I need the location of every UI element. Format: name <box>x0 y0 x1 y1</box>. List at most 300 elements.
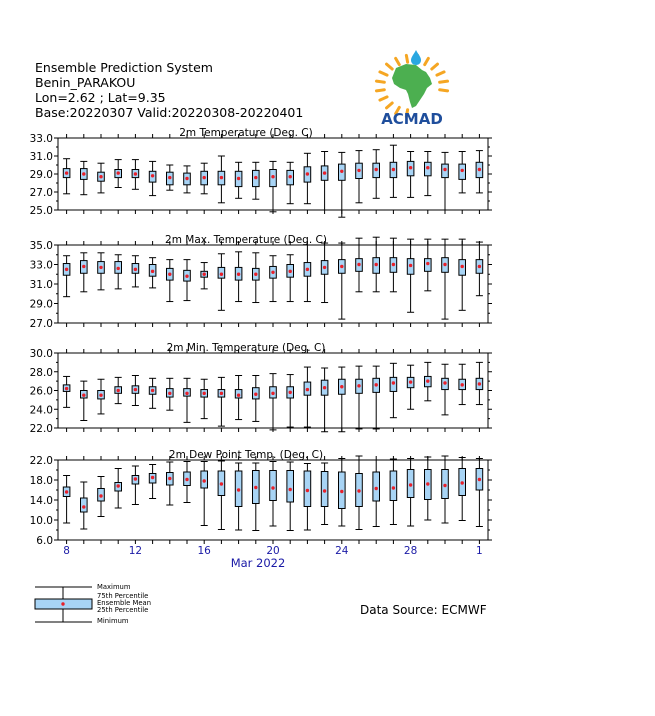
mean-dot <box>461 169 464 172</box>
iqr-box <box>304 167 311 182</box>
mean-dot <box>117 484 120 487</box>
mean-dot <box>306 489 309 492</box>
iqr-box <box>81 261 88 274</box>
iqr-box <box>218 171 225 185</box>
x-tick-label: 1 <box>476 545 483 557</box>
mean-dot <box>306 268 309 271</box>
iqr-box <box>390 162 397 177</box>
mean-dot <box>478 168 481 171</box>
box-day-22 <box>304 367 311 427</box>
mean-dot <box>134 388 137 391</box>
box-day-20 <box>270 161 277 211</box>
iqr-box <box>167 473 174 486</box>
box-day-17 <box>218 377 225 426</box>
y-tick-label: 6.0 <box>36 535 53 547</box>
y-tick-label: 27.0 <box>29 187 53 199</box>
iqr-box <box>235 390 242 398</box>
legend-label-minimum: Minimum <box>97 617 129 625</box>
mean-dot <box>306 388 309 391</box>
x-tick-label: 24 <box>335 545 349 557</box>
iqr-box <box>132 170 139 178</box>
box-day-26 <box>373 237 380 292</box>
box-day-25 <box>356 151 363 203</box>
legend-label-25th: 25th Percentile <box>97 606 149 614</box>
iqr-box <box>339 472 346 509</box>
iqr-box <box>407 470 414 498</box>
mean-dot <box>134 477 137 480</box>
y-tick-label: 33.0 <box>29 259 53 272</box>
y-tick-label: 35.0 <box>29 240 53 252</box>
box-day-30 <box>442 152 449 210</box>
mean-dot <box>357 384 360 387</box>
box-day-14 <box>166 462 173 505</box>
mean-dot <box>443 168 446 171</box>
mean-dot <box>478 265 481 268</box>
iqr-box <box>287 170 294 184</box>
box-day-23 <box>321 368 328 432</box>
iqr-box <box>407 161 414 175</box>
box-day-29 <box>424 152 431 196</box>
iqr-box <box>115 262 122 274</box>
mean-dot <box>271 271 274 274</box>
mean-dot <box>168 273 171 276</box>
mean-dot <box>65 171 68 174</box>
box-day-21 <box>287 255 294 302</box>
iqr-box <box>98 489 105 502</box>
box-day-18 <box>235 162 242 198</box>
mean-dot <box>117 171 120 174</box>
mean-dot <box>478 478 481 481</box>
box-day-18 <box>235 252 242 302</box>
data-source: Data Source: ECMWF <box>360 603 487 617</box>
mean-dot <box>426 166 429 169</box>
iqr-box <box>184 472 191 486</box>
iqr-box <box>115 483 122 492</box>
mean-dot <box>323 266 326 269</box>
iqr-box <box>218 267 225 278</box>
iqr-box <box>476 469 483 491</box>
box-day-19 <box>252 463 259 531</box>
box-day-19 <box>252 376 259 422</box>
legend <box>35 583 151 625</box>
mean-dot <box>237 488 240 491</box>
mean-dot <box>65 490 68 493</box>
iqr-box <box>339 164 346 180</box>
chart-title: 2m Dew Point Temp. (Deg. C) <box>168 449 324 461</box>
iqr-box <box>167 389 174 397</box>
x-tick-label: 20 <box>266 545 280 557</box>
mean-dot <box>271 175 274 178</box>
mean-dot <box>220 392 223 395</box>
box-day-9 <box>80 381 87 420</box>
mean-dot <box>426 379 429 382</box>
box-day-15 <box>184 260 191 301</box>
mean-dot <box>392 381 395 384</box>
iqr-box <box>218 390 225 398</box>
iqr-box <box>63 385 70 392</box>
iqr-box <box>149 387 156 395</box>
box-day-29 <box>424 457 431 520</box>
iqr-box <box>184 270 191 281</box>
iqr-box <box>149 474 156 484</box>
mean-dot <box>409 483 412 486</box>
iqr-box <box>321 166 328 180</box>
iqr-box <box>425 162 432 176</box>
iqr-box <box>476 162 483 177</box>
box-day-12 <box>132 376 139 406</box>
box-day-24 <box>338 459 345 527</box>
box-day-23 <box>321 152 328 211</box>
iqr-box <box>425 376 432 386</box>
iqr-box <box>63 169 70 178</box>
mean-dot <box>237 273 240 276</box>
iqr-box <box>442 258 449 273</box>
y-tick-label: 30.0 <box>29 348 53 360</box>
y-tick-label: 10.0 <box>29 515 53 527</box>
iqr-box <box>270 266 277 278</box>
iqr-box <box>459 469 466 496</box>
box-day-25 <box>356 366 363 429</box>
mean-dot <box>409 380 412 383</box>
mean-dot <box>392 263 395 266</box>
header-station: Benin_PARAKOU <box>35 75 136 90</box>
box-day-1 <box>476 459 483 527</box>
mean-dot <box>461 383 464 386</box>
iqr-box <box>356 379 363 393</box>
iqr-box <box>304 382 311 395</box>
iqr-box <box>390 258 397 273</box>
mean-dot <box>340 170 343 173</box>
iqr-box <box>442 164 449 178</box>
iqr-box <box>98 391 105 399</box>
box-day-11 <box>115 377 122 403</box>
mean-dot <box>254 176 257 179</box>
iqr-box <box>235 267 242 280</box>
chart-title: 2m Max. Temperature (Deg. C) <box>165 234 327 246</box>
header-dates: Base:20220307 Valid:20220308-20220401 <box>35 105 304 120</box>
box-day-31 <box>459 239 466 310</box>
box-day-23 <box>321 243 328 302</box>
iqr-box <box>373 163 380 177</box>
mean-dot <box>220 273 223 276</box>
iqr-box <box>459 260 466 276</box>
mean-dot <box>357 263 360 266</box>
box-day-21 <box>287 375 294 428</box>
box-day-16 <box>201 462 208 526</box>
chart-title: 2m Temperature (Deg. C) <box>179 127 313 139</box>
y-tick-label: 26.0 <box>29 385 53 398</box>
mean-dot <box>340 385 343 388</box>
chart-title: 2m Min. Temperature (Deg. C) <box>166 342 326 354</box>
box-day-21 <box>287 162 294 203</box>
y-tick-label: 14.0 <box>29 495 53 507</box>
iqr-box <box>459 164 466 179</box>
iqr-box <box>459 379 466 389</box>
mean-dot <box>254 486 257 489</box>
mean-dot <box>99 393 102 396</box>
mean-dot <box>185 478 188 481</box>
box-day-22 <box>304 153 311 203</box>
mean-dot <box>426 482 429 485</box>
box-day-20 <box>270 256 277 302</box>
legend-label-75th: 75th Percentile <box>97 592 149 600</box>
plot-frame <box>58 353 488 428</box>
box-day-30 <box>442 456 449 523</box>
mean-dot <box>443 263 446 266</box>
iqr-box <box>81 391 88 399</box>
mean-dot <box>375 487 378 490</box>
iqr-box <box>373 258 380 274</box>
iqr-box <box>356 474 363 507</box>
iqr-box <box>253 268 260 280</box>
box-day-17 <box>218 461 225 530</box>
box-day-1 <box>476 151 483 193</box>
box-day-31 <box>459 152 466 193</box>
iqr-box <box>287 471 294 503</box>
box-day-14 <box>166 260 173 302</box>
box-day-29 <box>424 362 431 400</box>
iqr-box <box>132 386 139 394</box>
box-day-1 <box>476 242 483 296</box>
y-tick-label: 22.0 <box>29 423 53 435</box>
mean-dot <box>340 265 343 268</box>
iqr-box <box>81 498 88 512</box>
box-day-18 <box>235 463 242 530</box>
box-day-15 <box>184 462 191 503</box>
iqr-box <box>149 265 156 277</box>
iqr-box <box>373 472 380 501</box>
box-day-16 <box>201 379 208 418</box>
box-day-8 <box>63 159 70 194</box>
plot-frame <box>58 460 488 540</box>
mean-dot <box>340 490 343 493</box>
box-day-14 <box>166 378 173 410</box>
box-day-11 <box>115 255 122 289</box>
y-tick-label: 33.0 <box>29 133 53 145</box>
box-day-24 <box>338 243 345 319</box>
iqr-box <box>270 387 277 398</box>
water-drop-icon <box>411 50 421 65</box>
iqr-box <box>304 471 311 507</box>
iqr-box <box>218 471 225 496</box>
box-day-29 <box>424 239 431 291</box>
box-day-24 <box>338 367 345 432</box>
mean-dot <box>151 174 154 177</box>
iqr-box <box>253 388 260 399</box>
mean-dot <box>203 176 206 179</box>
iqr-box <box>321 261 328 275</box>
box-day-28 <box>407 152 414 198</box>
y-tick-label: 22.0 <box>29 455 53 467</box>
plot-frame <box>58 138 488 210</box>
box-day-25 <box>356 456 363 530</box>
iqr-box <box>184 389 191 397</box>
mean-dot <box>357 169 360 172</box>
mean-dot <box>82 172 85 175</box>
box-day-27 <box>390 145 397 197</box>
box-day-27 <box>390 459 397 525</box>
mean-dot <box>220 176 223 179</box>
mean-dot <box>254 273 257 276</box>
iqr-box <box>235 471 242 507</box>
mean-dot <box>478 382 481 385</box>
iqr-box <box>270 170 277 187</box>
iqr-box <box>253 471 260 504</box>
mean-dot <box>375 168 378 171</box>
iqr-box <box>253 170 260 186</box>
iqr-box <box>339 379 346 394</box>
mean-dot <box>289 175 292 178</box>
header <box>35 60 303 120</box>
mean-dot <box>357 489 360 492</box>
mean-dot <box>82 265 85 268</box>
x-tick-label: 28 <box>403 545 418 557</box>
mean-dot <box>461 265 464 268</box>
iqr-box <box>373 378 380 392</box>
box-day-12 <box>132 466 139 505</box>
mean-dot <box>203 273 206 276</box>
box-day-10 <box>98 253 105 290</box>
iqr-box <box>407 259 414 275</box>
mean-dot <box>426 262 429 265</box>
y-tick-label: 31.0 <box>29 151 53 163</box>
box-day-26 <box>373 150 380 199</box>
y-tick-label: 28.0 <box>29 366 53 379</box>
iqr-box <box>201 471 208 488</box>
chart-panel-3 <box>30 342 492 435</box>
box-day-12 <box>132 160 139 190</box>
mean-dot <box>443 381 446 384</box>
box-day-9 <box>80 253 87 292</box>
box-day-28 <box>407 365 414 409</box>
iqr-box <box>98 262 105 274</box>
chart-panel-4 <box>30 449 492 570</box>
mean-dot <box>461 481 464 484</box>
box-day-22 <box>304 245 311 302</box>
box-day-19 <box>252 253 259 303</box>
mean-dot <box>185 392 188 395</box>
iqr-box <box>287 265 294 278</box>
plot-frame <box>58 245 488 323</box>
box-day-17 <box>218 254 225 311</box>
mean-dot <box>323 171 326 174</box>
mean-dot <box>237 177 240 180</box>
iqr-box <box>356 163 363 178</box>
mean-dot <box>271 392 274 395</box>
legend-label-mean: Ensemble Mean <box>97 599 152 607</box>
box-day-30 <box>442 364 449 415</box>
mean-dot <box>289 488 292 491</box>
iqr-box <box>184 173 191 185</box>
x-tick-label: 8 <box>63 545 70 557</box>
iqr-box <box>442 470 449 499</box>
mean-dot <box>99 175 102 178</box>
y-tick-label: 18.0 <box>29 475 53 487</box>
chart-panel-2 <box>30 234 492 330</box>
iqr-box <box>235 171 242 186</box>
mean-dot <box>168 392 171 395</box>
mean-dot <box>254 393 257 396</box>
mean-dot <box>65 387 68 390</box>
box-day-15 <box>184 166 191 193</box>
mean-dot <box>271 486 274 489</box>
iqr-box <box>132 476 139 485</box>
iqr-box <box>201 271 208 277</box>
iqr-box <box>201 171 208 185</box>
box-day-10 <box>98 163 105 193</box>
box-day-18 <box>235 376 242 420</box>
header-coordinates: Lon=2.62 ; Lat=9.35 <box>35 90 166 105</box>
box-day-31 <box>459 458 466 521</box>
iqr-box <box>167 172 174 185</box>
box-day-13 <box>149 465 156 499</box>
box-day-13 <box>149 161 156 195</box>
africa-map-icon <box>392 64 432 108</box>
iqr-box <box>356 259 363 272</box>
box-day-31 <box>459 364 466 404</box>
iqr-box <box>425 259 432 272</box>
box-day-16 <box>201 263 208 289</box>
box-day-14 <box>166 165 173 190</box>
box-day-20 <box>270 374 277 430</box>
box-day-28 <box>407 459 414 527</box>
mean-dot <box>151 389 154 392</box>
box-day-25 <box>356 238 363 292</box>
iqr-box <box>81 169 88 180</box>
box-day-11 <box>115 160 122 188</box>
box-day-19 <box>252 162 259 199</box>
box-day-30 <box>442 239 449 319</box>
box-day-17 <box>218 156 225 203</box>
legend-label-maximum: Maximum <box>97 583 131 591</box>
box-day-16 <box>201 163 208 194</box>
mean-dot <box>99 494 102 497</box>
mean-dot <box>375 263 378 266</box>
mean-dot <box>289 270 292 273</box>
box-day-20 <box>270 462 277 527</box>
mean-dot <box>220 482 223 485</box>
iqr-box <box>149 171 156 182</box>
acmad-logo <box>372 50 452 128</box>
iqr-box <box>132 264 139 274</box>
iqr-box <box>442 378 449 389</box>
chart-panel-1 <box>30 127 492 217</box>
y-tick-label: 27.0 <box>29 318 53 330</box>
box-day-27 <box>390 238 397 292</box>
box-day-1 <box>476 362 483 404</box>
box-day-28 <box>407 239 414 312</box>
mean-dot <box>185 177 188 180</box>
box-day-13 <box>149 258 156 288</box>
mean-dot <box>306 172 309 175</box>
box-day-8 <box>63 476 70 524</box>
mean-dot <box>134 172 137 175</box>
box-day-27 <box>390 363 397 417</box>
y-tick-label: 25.0 <box>29 205 53 217</box>
mean-dot <box>168 176 171 179</box>
mean-dot <box>392 486 395 489</box>
box-day-22 <box>304 464 311 531</box>
iqr-box <box>167 268 174 280</box>
box-day-8 <box>63 376 70 407</box>
y-tick-label: 24.0 <box>29 404 53 417</box>
mean-dot <box>117 267 120 270</box>
box-day-26 <box>373 366 380 429</box>
mean-dot <box>323 386 326 389</box>
iqr-box <box>201 390 208 398</box>
mean-dot <box>375 383 378 386</box>
box-day-8 <box>63 256 70 297</box>
